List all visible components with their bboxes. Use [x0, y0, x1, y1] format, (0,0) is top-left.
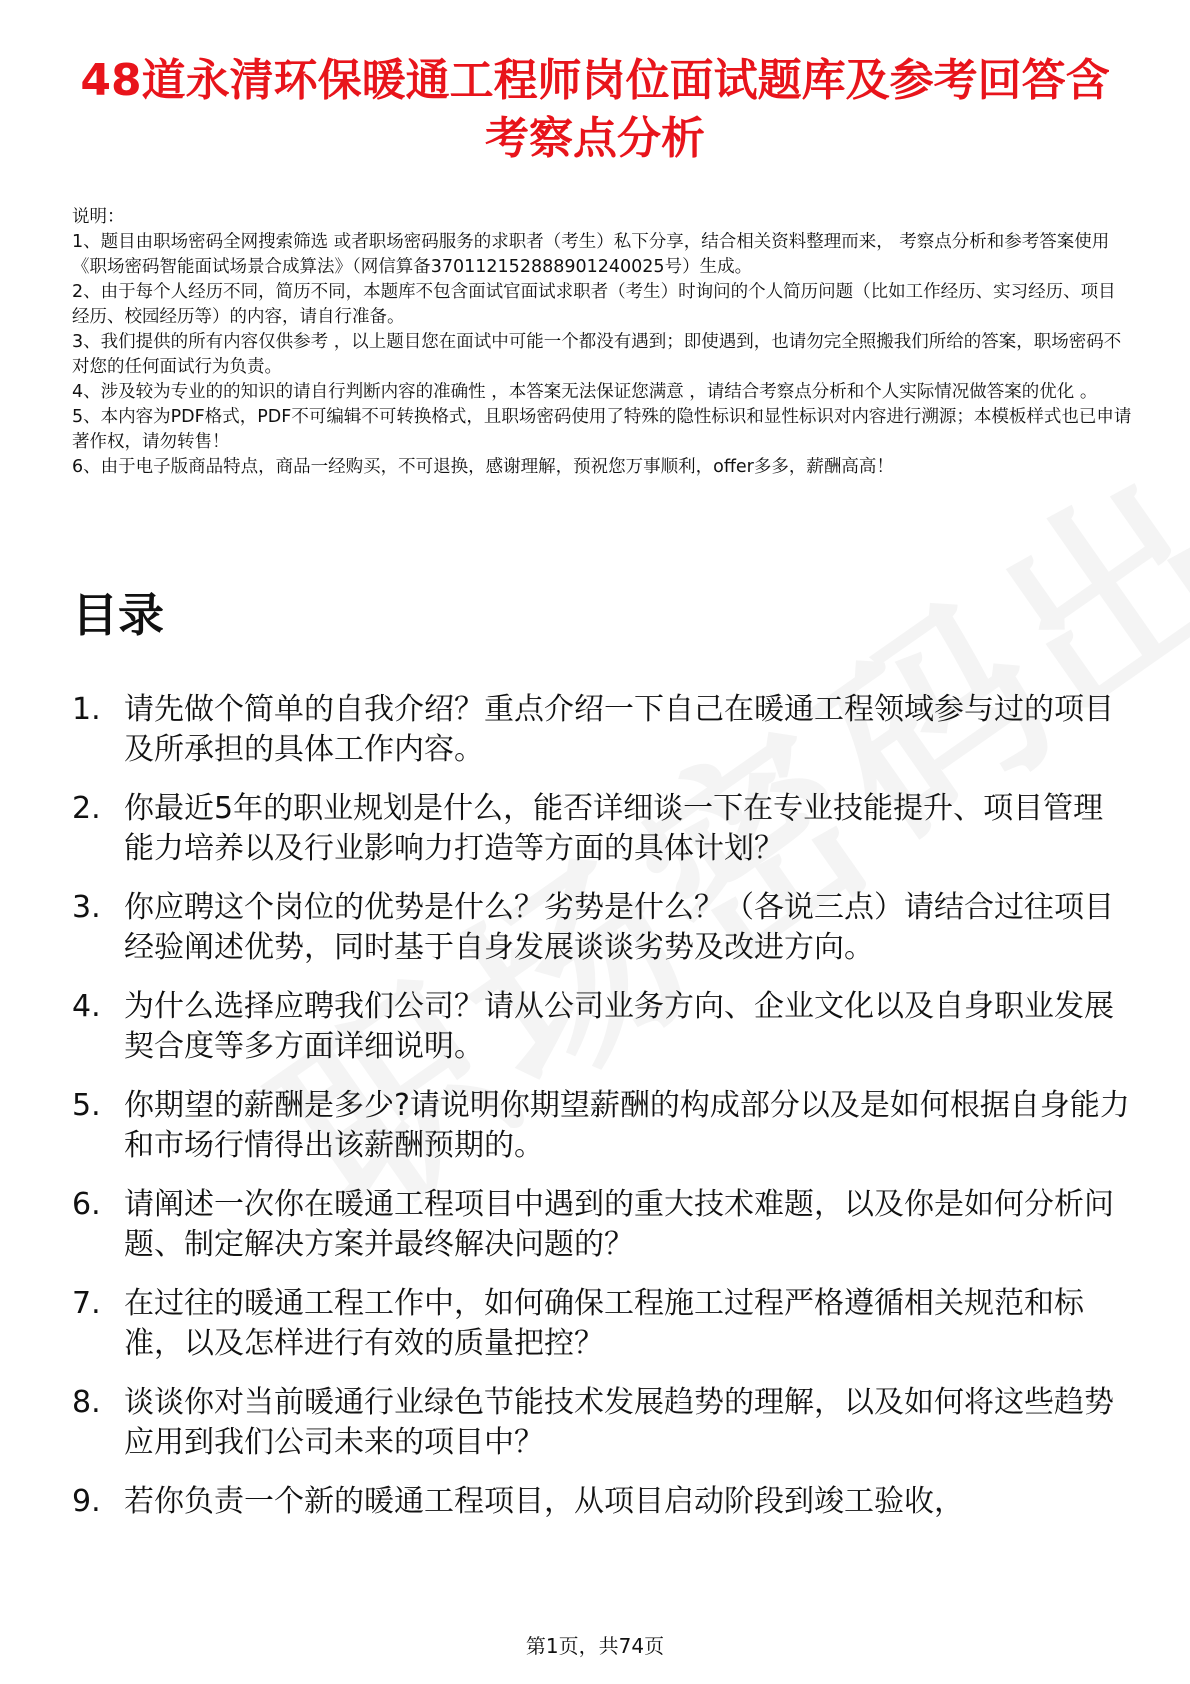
toc-item[interactable]	[72, 690, 1132, 770]
notes-section	[72, 205, 1132, 480]
note-item: 5、本内容为PDF格式，PDF不可编辑不可转换格式，且职场密码使用了特殊的隐性标识和显性标识对内容进行溯源；本模板样式也已申请著作权，请勿转售！	[72, 407, 1132, 452]
toc-item-text: 你应聘这个岗位的优势是什么？劣势是什么？（各说三点）请结合过往项目经验阐述优势，同时基于自身发展谈谈劣势及改进方向。	[124, 890, 1114, 965]
toc-item-number: 3.	[72, 890, 101, 925]
toc-item[interactable]	[72, 1284, 1132, 1364]
toc-item[interactable]	[72, 789, 1132, 869]
toc-item-text: 若你负责一个新的暖通工程项目，从项目启动阶段到竣工验收，	[124, 1484, 964, 1519]
toc-item-number: 5.	[72, 1088, 101, 1123]
note-item: 6、由于电子版商品特点，商品一经购买，不可退换，感谢理解，预祝您万事顺利，offer多多，薪酬高高！	[72, 457, 894, 477]
toc-heading: 目录	[72, 588, 164, 642]
toc-item-number: 7.	[72, 1286, 101, 1321]
toc-item[interactable]	[72, 1185, 1132, 1265]
toc-item[interactable]	[72, 1086, 1132, 1166]
toc-item-text: 谈谈你对当前暖通行业绿色节能技术发展趋势的理解，以及如何将这些趋势应用到我们公司未来的项目中？	[124, 1385, 1114, 1460]
note-item: 1、题目由职场密码全网搜索筛选 或者职场密码服务的求职者（考生）私下分享，结合相关资料整理而来， 考察点分析和参考答案使用《职场密码智能面试场景合成算法》（网信算备370112152888901240025号）生成。	[72, 232, 1110, 277]
toc-item-number: 4.	[72, 989, 101, 1024]
document-title: 48道永清环保暖通工程师岗位面试题库及参考回答含考察点分析	[80, 55, 1110, 164]
toc-item-text: 请阐述一次你在暖通工程项目中遇到的重大技术难题，以及你是如何分析问题、制定解决方案并最终解决问题的？	[124, 1187, 1114, 1262]
toc-item-number: 2.	[72, 791, 101, 826]
toc-item[interactable]	[72, 1482, 1132, 1522]
toc-item-text: 你最近5年的职业规划是什么，能否详细谈一下在专业技能提升、项目管理能力培养以及行业影响力打造等方面的具体计划？	[124, 791, 1104, 866]
toc-item-number: 9.	[72, 1484, 101, 1519]
page-number: 第1页，共74页	[525, 1634, 665, 1658]
note-item: 3、我们提供的所有内容仅供参考 ，以上题目您在面试中可能一个都没有遇到；即使遇到，也请勿完全照搬我们所给的答案，职场密码不对您的任何面试行为负责。	[72, 332, 1122, 377]
toc-item-text: 为什么选择应聘我们公司？请从公司业务方向、企业文化以及自身职业发展契合度等多方面详细说明。	[124, 989, 1114, 1064]
toc-item[interactable]	[72, 987, 1132, 1067]
toc-item[interactable]	[72, 1383, 1132, 1463]
notes-heading: 说明：	[72, 207, 125, 227]
toc-item-text: 在过往的暖通工程工作中，如何确保工程施工过程严格遵循相关规范和标准，以及怎样进行有效的质量把控？	[124, 1286, 1084, 1361]
toc-item[interactable]	[72, 888, 1132, 968]
toc-list	[72, 690, 1132, 1541]
note-item: 2、由于每个人经历不同，简历不同，本题库不包含面试官面试求职者（考生）时询问的个人简历问题（比如工作经历、实习经历、项目经历、校园经历等）的内容，请自行准备。	[72, 282, 1116, 327]
toc-item-number: 1.	[72, 692, 101, 727]
toc-item-text: 你期望的薪酬是多少?请说明你期望薪酬的构成部分以及是如何根据自身能力和市场行情得出该薪酬预期的。	[124, 1088, 1130, 1163]
toc-item-number: 8.	[72, 1385, 101, 1420]
note-item: 4、涉及较为专业的的知识的请自行判断内容的准确性 ，本答案无法保证您满意 ，请结合考察点分析和个人实际情况做答案的优化 。	[72, 382, 1098, 402]
toc-item-text: 请先做个简单的自我介绍？重点介绍一下自己在暖通工程领域参与过的项目及所承担的具体工作内容。	[124, 692, 1114, 767]
toc-item-number: 6.	[72, 1187, 101, 1222]
